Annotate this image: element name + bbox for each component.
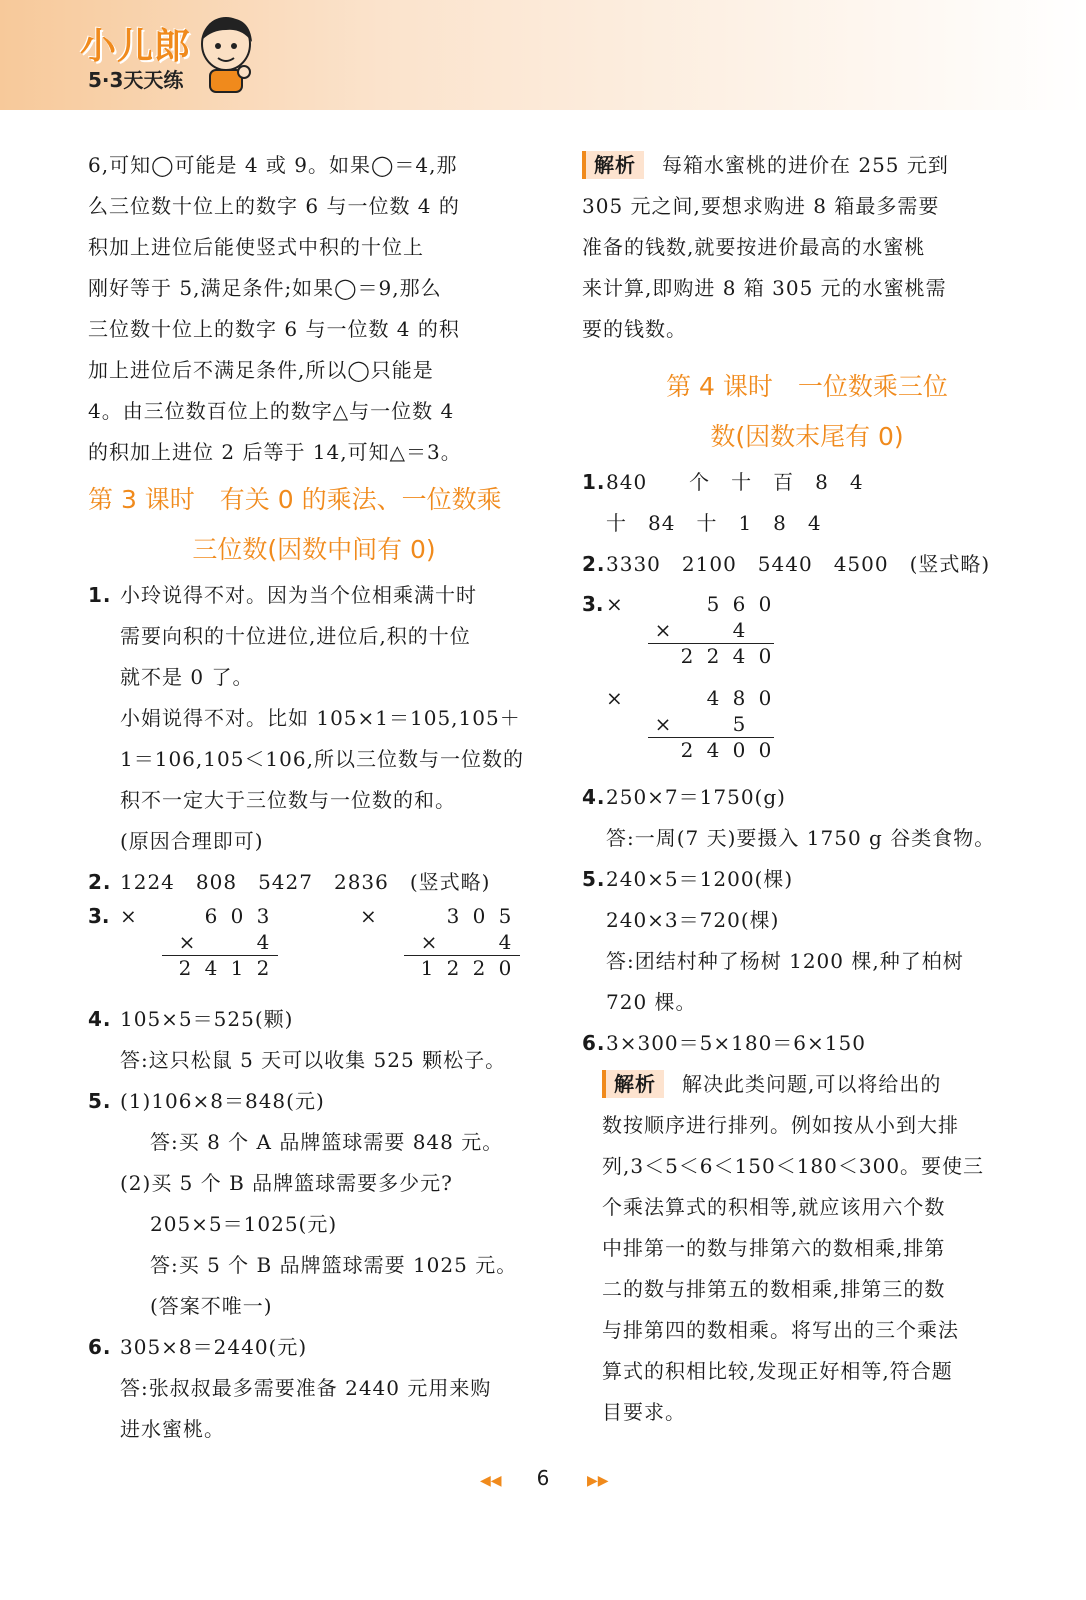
digit: 2 [680, 644, 694, 668]
text-line: 算式的积相比较,发现正好相等,符合题 [602, 1359, 953, 1383]
digit: 4 [732, 644, 746, 668]
page-number: 6 [536, 1466, 550, 1490]
text-line: 么三位数十位上的数字 6 与一位数 4 的 [88, 194, 460, 218]
question-number: 6. [88, 1335, 112, 1359]
text-line: 个乘法算式的积相等,就应该用六个数 [602, 1195, 946, 1219]
answer-text: 105×5＝525(颗) [120, 1007, 294, 1031]
operator: × [420, 930, 438, 954]
text-line: 答:买 5 个 B 品牌篮球需要 1025 元。 [150, 1253, 518, 1277]
text-line: 4。由三位数百位上的数字△与一位数 4 [88, 399, 455, 423]
answer-text: 240×5＝1200(棵) [606, 867, 794, 891]
digit: 6 [204, 904, 218, 928]
question-number: 3. [582, 592, 604, 616]
question-3b [582, 685, 1032, 777]
question-number: 6. [582, 1031, 606, 1055]
analysis-text: 每箱水蜜桃的进价在 255 元到 [662, 153, 949, 177]
operator: × [654, 712, 672, 736]
digit: 4 [498, 930, 512, 954]
text-line: 6,可知◯可能是 4 或 9。如果◯＝4,那 [88, 153, 458, 177]
question-1 [582, 462, 1032, 503]
mascot-boy-icon [196, 14, 256, 94]
question-6 [88, 1327, 540, 1368]
text-line: (答案不唯一) [150, 1294, 273, 1318]
question-number: 5. [582, 867, 606, 891]
right-column [582, 145, 1032, 1433]
question-1 [88, 575, 540, 616]
question-5 [88, 1081, 540, 1122]
text-line: 十 84 十 1 8 4 [606, 511, 822, 535]
wrong-mark: × [120, 904, 137, 928]
logo-title: 小儿郎 [80, 26, 192, 67]
text-line: 加上进位后不满足条件,所以◯只能是 [88, 358, 434, 382]
text-line: 二的数与排第五的数相乘,排第三的数 [602, 1277, 946, 1301]
question-number: 4. [582, 785, 606, 809]
operator: × [654, 618, 672, 642]
digit: 0 [758, 686, 772, 710]
question-number: 2. [88, 870, 112, 894]
digit: 4 [706, 738, 720, 762]
text-line: 240×3＝720(棵) [606, 908, 780, 932]
digit: 2 [680, 738, 694, 762]
lesson-title-cont: 三位数(因数中间有 0) [192, 535, 436, 564]
text-line: 积加上进位后能使竖式中积的十位上 [88, 235, 424, 259]
answer-text: 小玲说得不对。因为当个位相乘满十时 [120, 583, 477, 607]
digit: 2 [446, 956, 460, 980]
answer-text: 305×8＝2440(元) [120, 1335, 308, 1359]
left-column [88, 145, 540, 1450]
text-line: (原因合理即可) [120, 829, 264, 853]
answer-text: 1224 808 5427 2836 (竖式略) [120, 870, 491, 894]
digit: 2 [472, 956, 486, 980]
wrong-mark: × [606, 592, 623, 616]
text-line: 答:一周(7 天)要摄入 1750 g 谷类食物。 [606, 826, 996, 850]
digit: 5 [498, 904, 512, 928]
prev-arrows-icon: ◀◀ [480, 1473, 502, 1489]
text-line: 数按顺序进行排列。例如按从小到大排 [602, 1113, 959, 1137]
text-line: 三位数十位上的数字 6 与一位数 4 的积 [88, 317, 460, 341]
text-line: 来计算,即购进 8 箱 305 元的水蜜桃需 [582, 276, 947, 300]
text-line: 就不是 0 了。 [120, 665, 254, 689]
digit: 0 [758, 738, 772, 762]
text-line: 刚好等于 5,满足条件;如果◯＝9,那么 [88, 276, 442, 300]
text-line: (2)买 5 个 B 品牌篮球需要多少元? [120, 1171, 453, 1195]
digit: 3 [446, 904, 460, 928]
digit: 4 [256, 930, 270, 954]
lesson-title: 第 3 课时 有关 0 的乘法、一位数乘 [88, 485, 502, 514]
text-line: 需要向积的十位进位,进位后,积的十位 [120, 624, 471, 648]
question-3 [582, 585, 1032, 685]
question-number: 2. [582, 552, 606, 576]
operator: × [178, 930, 196, 954]
question-number: 1. [582, 470, 606, 494]
digit: 2 [178, 956, 192, 980]
digit: 4 [732, 618, 746, 642]
text-line: 要的钱数。 [582, 317, 687, 341]
question-3 [88, 903, 540, 999]
wrong-mark: × [360, 904, 377, 928]
text-line: 积不一定大于三位数与一位数的和。 [120, 788, 456, 812]
digit: 4 [204, 956, 218, 980]
digit: 0 [732, 738, 746, 762]
analysis-tag: 解析 [582, 151, 644, 179]
digit: 8 [732, 686, 746, 710]
text-line: 答:张叔叔最多需要准备 2440 元用来购 [120, 1376, 492, 1400]
answer-text: 840 个 十 百 8 4 [606, 470, 864, 494]
text-line: 720 棵。 [606, 990, 697, 1014]
next-arrows-icon: ▶▶ [587, 1473, 609, 1489]
text-line: 答:团结村种了杨树 1200 棵,种了柏树 [606, 949, 964, 973]
analysis-text: 解决此类问题,可以将给出的 [682, 1072, 942, 1096]
text-line: 1＝106,105＜106,所以三位数与一位数的 [120, 747, 524, 771]
wrong-mark: × [606, 686, 623, 710]
digit: 0 [758, 592, 772, 616]
answer-text: (1)106×8＝848(元) [120, 1089, 325, 1113]
analysis-first-line [582, 1064, 1032, 1105]
digit: 5 [732, 712, 746, 736]
question-number: 5. [88, 1089, 112, 1113]
text-line: 205×5＝1025(元) [150, 1212, 338, 1236]
logo-subtitle: 5·3天天练 [88, 68, 184, 92]
question-2 [582, 544, 1032, 585]
answer-text: 3×300＝5×180＝6×150 [606, 1031, 866, 1055]
question-6 [582, 1023, 1032, 1064]
digit: 3 [256, 904, 270, 928]
text-line: 准备的钱数,就要按进价最高的水蜜桃 [582, 235, 926, 259]
text-line: 的积加上进位 2 后等于 14,可知△＝3。 [88, 440, 462, 464]
digit: 0 [498, 956, 512, 980]
text-line: 目要求。 [602, 1400, 686, 1424]
digit: 0 [758, 644, 772, 668]
text-line: 进水蜜桃。 [120, 1417, 225, 1441]
digit: 1 [230, 956, 244, 980]
lesson-title-cont: 数(因数末尾有 0) [710, 422, 904, 451]
digit: 2 [256, 956, 270, 980]
digit: 6 [732, 592, 746, 616]
text-line: 答:买 8 个 A 品牌篮球需要 848 元。 [150, 1130, 504, 1154]
digit: 0 [230, 904, 244, 928]
question-number: 1. [88, 583, 112, 607]
question-number: 4. [88, 1007, 112, 1031]
digit: 0 [472, 904, 486, 928]
question-number: 3. [88, 904, 110, 928]
question-5 [582, 859, 1032, 900]
analysis-first-line [582, 145, 1032, 186]
digit: 1 [420, 956, 434, 980]
digit: 2 [706, 644, 720, 668]
lesson-title: 第 4 课时 一位数乘三位 [666, 372, 948, 401]
digit: 5 [706, 592, 720, 616]
text-line: 小娟说得不对。比如 105×1＝105,105＋ [120, 706, 521, 730]
digit: 4 [706, 686, 720, 710]
answer-text: 250×7＝1750(g) [606, 785, 786, 809]
text-line: 列,3＜5＜6＜150＜180＜300。要使三 [602, 1154, 985, 1178]
analysis-tag: 解析 [602, 1070, 664, 1098]
text-line: 中排第一的数与排第六的数相乘,排第 [602, 1236, 946, 1260]
answer-text: 3330 2100 5440 4500 (竖式略) [606, 552, 991, 576]
text-line: 答:这只松鼠 5 天可以收集 525 颗松子。 [120, 1048, 507, 1072]
question-4 [88, 999, 540, 1040]
text-line: 与排第四的数相乘。将写出的三个乘法 [602, 1318, 959, 1342]
question-4 [582, 777, 1032, 818]
text-line: 305 元之间,要想求购进 8 箱最多需要 [582, 194, 940, 218]
question-2 [88, 862, 540, 903]
